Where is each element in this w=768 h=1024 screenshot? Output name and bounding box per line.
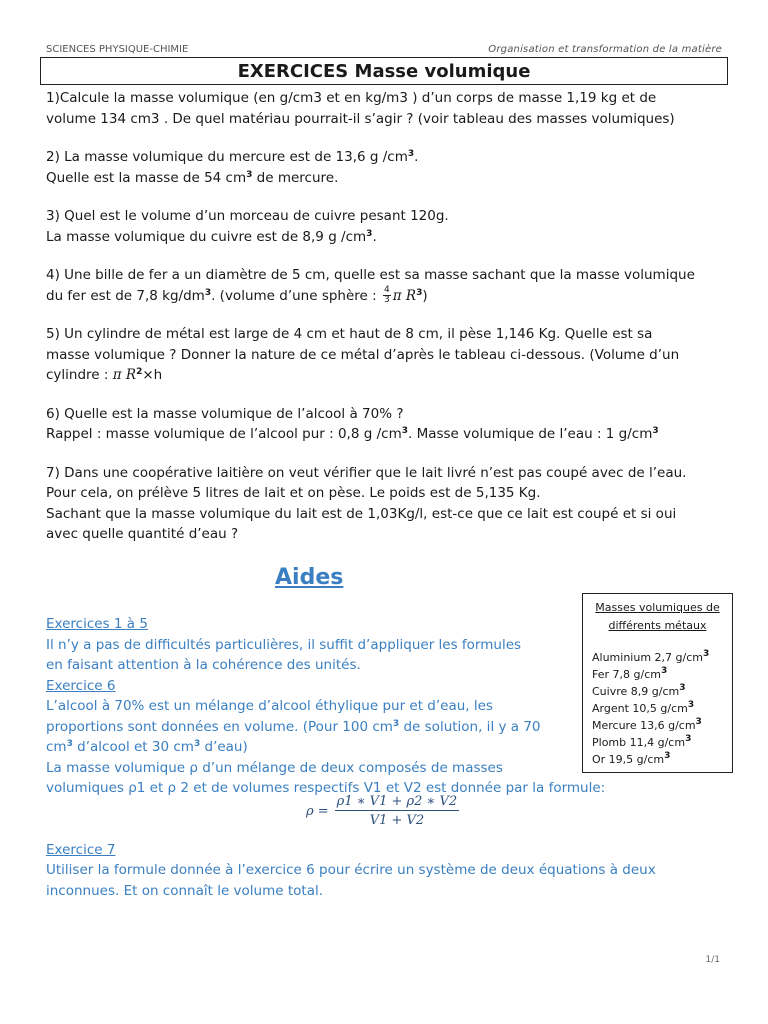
table-cell: Plomb 11,4 g/cm (592, 736, 686, 749)
exercise-line: 1)Calcule la masse volumique (en g/cm3 et en kg/m3 ) d’un corps de masse 1,19 kg et de (46, 90, 657, 106)
text: ×h (142, 367, 163, 383)
text: ) (422, 287, 428, 304)
exercise-line: avec quelle quantité d’eau ? (46, 526, 239, 542)
table-cell: Fer 7,8 g/cm (592, 668, 661, 681)
text: de solution, il y a 70 (399, 718, 541, 735)
aide-line: Il n’y a pas de difficultés particulières, il suffit d’appliquer les formules (46, 636, 522, 653)
exponent: 3 (664, 751, 671, 761)
table-cell: Or 19,5 g/cm (592, 753, 665, 766)
exercise-2 (46, 147, 736, 188)
exercise-line (46, 147, 736, 168)
aide-line: L’alcool à 70% est un mélange d’alcool éthylique pur et d’eau, les (46, 698, 493, 714)
table-cell: Argent 10,5 g/cm (592, 702, 688, 715)
text: La masse volumique du cuivre est de 8,9 g /cm (46, 228, 367, 245)
exercise-line (46, 227, 736, 248)
exponent: 3 (366, 228, 373, 239)
exercise-6 (46, 404, 736, 445)
aide-label-ex1-5: Exercices 1 à 5 (46, 616, 148, 632)
text: d’eau) (200, 739, 248, 755)
exercise-line: 5) Un cylindre de métal est large de 4 cm et haut de 8 cm, il pèse 1,146 Kg. Quelle est sa (46, 326, 653, 342)
formula-numerator: ρ1 ∗ V1 + ρ2 ∗ V2 (336, 794, 458, 809)
exercises-section (46, 88, 736, 545)
exercise-line: 7) Dans une coopérative laitière on veut vérifier que le lait livré n’est pas coupé avec de l’eau. (46, 464, 687, 481)
exercise-7 (46, 463, 736, 545)
exponent: 3 (685, 734, 692, 744)
exponent: 3 (392, 718, 400, 729)
table-row (592, 734, 732, 751)
exercise-3 (46, 206, 736, 247)
exercise-line: 6) Quelle est la masse volumique de l’alcool à 70% ? (46, 405, 404, 422)
exercise-line: volume 134 cm3 . De quel matériau pourrait-il s’agir ? (voir tableau des masses volumiques) (46, 110, 675, 127)
exercise-5 (46, 324, 736, 386)
exponent: 3 (687, 700, 695, 710)
exercise-line: Pour cela, on prélève 5 litres de lait et on pèse. Le poids est de 5,135 Kg. (46, 485, 541, 501)
fraction-denominator: 3 (383, 295, 390, 305)
table-cell: Mercure 13,6 g/cm (592, 719, 696, 732)
text: cm (46, 739, 67, 755)
page-number: 1/1 (705, 955, 720, 965)
text: du fer est de 7,8 kg/dm (46, 287, 205, 304)
aide-line: en faisant attention à la cohérence des unités. (46, 657, 361, 673)
text: Rappel : masse volumique de l’alcool pur : 0,8 g /cm (46, 426, 402, 442)
text: . Masse volumique de l’eau : 1 g/cm (407, 426, 653, 442)
fraction (383, 286, 391, 305)
exercise-line (46, 286, 736, 307)
exercise-line: masse volumique ? Donner la nature de ce métal d’après le tableau ci-dessous. (Volume d’un (46, 346, 680, 363)
fraction-numerator: 4 (383, 285, 390, 295)
table-header-line: différents métaux (608, 619, 707, 632)
text: d’alcool et 30 cm (72, 739, 194, 755)
formula-denominator: V1 + V2 (369, 813, 425, 828)
table-cell: Aluminium 2,7 g/cm (592, 651, 703, 664)
math-expression: π R (112, 367, 137, 383)
text: 2) La masse volumique du mercure est de 13,6 g /cm (46, 149, 408, 165)
text: cylindre : (46, 367, 109, 383)
exercise-line (46, 365, 736, 386)
table-row (592, 683, 732, 700)
exponent: 3 (652, 426, 659, 436)
exponent: 3 (660, 666, 668, 676)
exercise-line: 3) Quel est le volume d’un morceau de cuivre pesant 120g. (46, 208, 449, 224)
text: . (414, 149, 419, 165)
table-row (592, 717, 732, 734)
page-title: EXERCICES Masse volumique (40, 57, 728, 85)
exercise-4 (46, 265, 736, 306)
text: proportions sont données en volume. (Pour 100 cm (46, 718, 393, 735)
density-table-header (583, 599, 732, 635)
text: de mercure. (252, 169, 339, 186)
exercise-line: 4) Une bille de fer a un diamètre de 5 cm, quelle est sa masse sachant que la masse volumique (46, 267, 695, 283)
exponent: 3 (204, 287, 212, 298)
table-header-line: Masses volumiques de (595, 601, 720, 614)
header-subject: SCIENCES PHYSIQUE-CHIMIE (46, 44, 189, 55)
density-table-list (583, 649, 732, 768)
exponent: 3 (66, 739, 73, 749)
table-row (592, 700, 732, 717)
text: . (volume d’une sphère : (211, 287, 377, 304)
exponent: 3 (702, 649, 710, 659)
header-chapter: Organisation et transformation de la matière (488, 44, 722, 55)
exponent: 3 (416, 287, 423, 298)
aide-line: Utiliser la formule donnée à l’exercice 6 pour écrire un système de deux équations à deux (46, 862, 656, 878)
exponent: 3 (407, 149, 415, 159)
exponent: 3 (193, 739, 201, 749)
exponent: 3 (679, 683, 686, 693)
exponent: 3 (695, 717, 702, 727)
formula-lhs: ρ = (306, 803, 329, 819)
table-row (592, 751, 732, 768)
exercise-line (46, 168, 736, 189)
aide-line: volumiques ρ1 et ρ 2 et de volumes respectifs V1 et V2 est donnée par la formule: (46, 780, 606, 796)
exercise-1 (46, 88, 736, 129)
text: Quelle est la masse de 54 cm (46, 169, 247, 186)
table-row (592, 666, 732, 683)
formula-fraction (335, 794, 460, 828)
table-cell: Cuivre 8,9 g/cm (592, 685, 680, 698)
density-table (582, 593, 733, 773)
aides-title: Aides (275, 565, 344, 590)
math-expression: π R (392, 287, 417, 304)
exponent: 3 (246, 169, 253, 180)
aide-line: inconnues. Et on connaît le volume total. (46, 882, 324, 899)
mixture-density-formula (306, 794, 459, 828)
exercise-line (46, 424, 736, 445)
exponent: 3 (401, 426, 408, 436)
table-row (592, 649, 732, 666)
aide-line: La masse volumique ρ d’un mélange de deux composés de masses (46, 759, 503, 776)
aide-label-ex6: Exercice 6 (46, 677, 116, 694)
text: . (372, 228, 377, 245)
aide-label-ex7: Exercice 7 (46, 841, 116, 858)
exponent: 2 (136, 367, 143, 377)
exercise-line: Sachant que la masse volumique du lait est de 1,03Kg/l, est-ce que ce lait est coupé et si oui (46, 505, 677, 522)
